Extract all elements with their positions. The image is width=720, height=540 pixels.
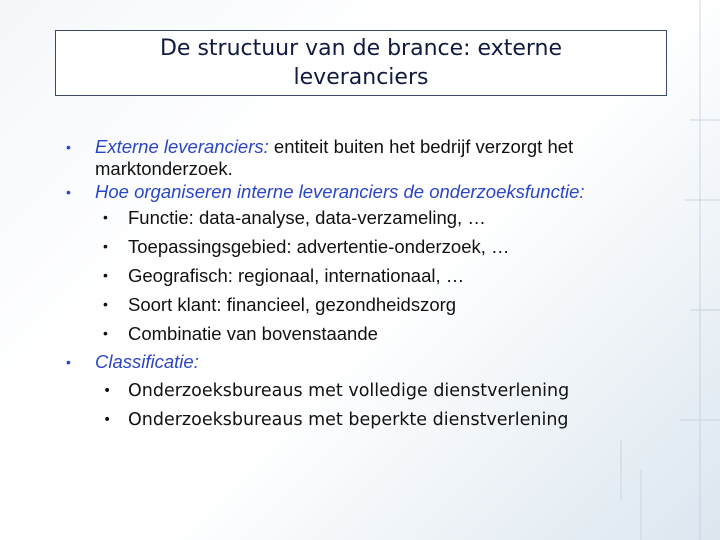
bullet-icon: •	[103, 209, 108, 225]
sub-bullet-text: Onderzoeksbureaus met beperkte dienstverlening	[128, 410, 569, 430]
sub-bullet-item	[66, 290, 686, 319]
bullet-lead: Classificatie:	[95, 351, 199, 372]
bullet-icon: •	[103, 412, 112, 428]
sub-bullet-item	[66, 232, 686, 261]
bullet-icon: •	[66, 184, 71, 200]
content	[66, 136, 686, 435]
sub-bullet-text: Soort klant: financieel, gezondheidszorg	[128, 294, 457, 315]
sub-bullet-item	[66, 261, 686, 290]
title-box	[55, 30, 667, 96]
bullet-icon: •	[103, 267, 108, 283]
sub-bullet-text: Toepassingsgebied: advertentie-onderzoek, …	[128, 236, 510, 257]
bullet-icon: •	[66, 354, 71, 370]
bullet-item	[66, 351, 686, 373]
sub-bullet-item	[66, 319, 686, 348]
bullet-icon: •	[103, 325, 108, 341]
bullet-item	[66, 181, 686, 203]
bullet-icon: •	[103, 296, 108, 312]
sub-bullet-item	[66, 406, 686, 435]
sub-bullet-text: Combinatie van bovenstaande	[128, 323, 378, 344]
sub-bullet-item	[66, 203, 686, 232]
bullet-icon: •	[66, 139, 71, 155]
sub-bullet-text: Geografisch: regionaal, internationaal, …	[128, 265, 465, 286]
sub-bullet-text: Onderzoeksbureaus met volledige dienstverlening	[128, 381, 570, 401]
sub-bullet-item	[66, 377, 686, 406]
slide-title: De structuur van de brance: externe leveranciers	[159, 36, 563, 90]
sub-bullet-text: Functie: data-analyse, data-verzameling, …	[128, 207, 486, 228]
bullet-lead: Hoe organiseren interne leveranciers de onderzoeksfunctie:	[95, 181, 585, 202]
bullet-item	[66, 136, 686, 180]
bullet-text: entiteit buiten het bedrijf verzorgt het marktonderzoek.	[95, 136, 574, 179]
bullet-icon: •	[103, 238, 108, 254]
bullet-icon: •	[103, 383, 112, 399]
bullet-lead: Externe leveranciers:	[95, 136, 269, 157]
